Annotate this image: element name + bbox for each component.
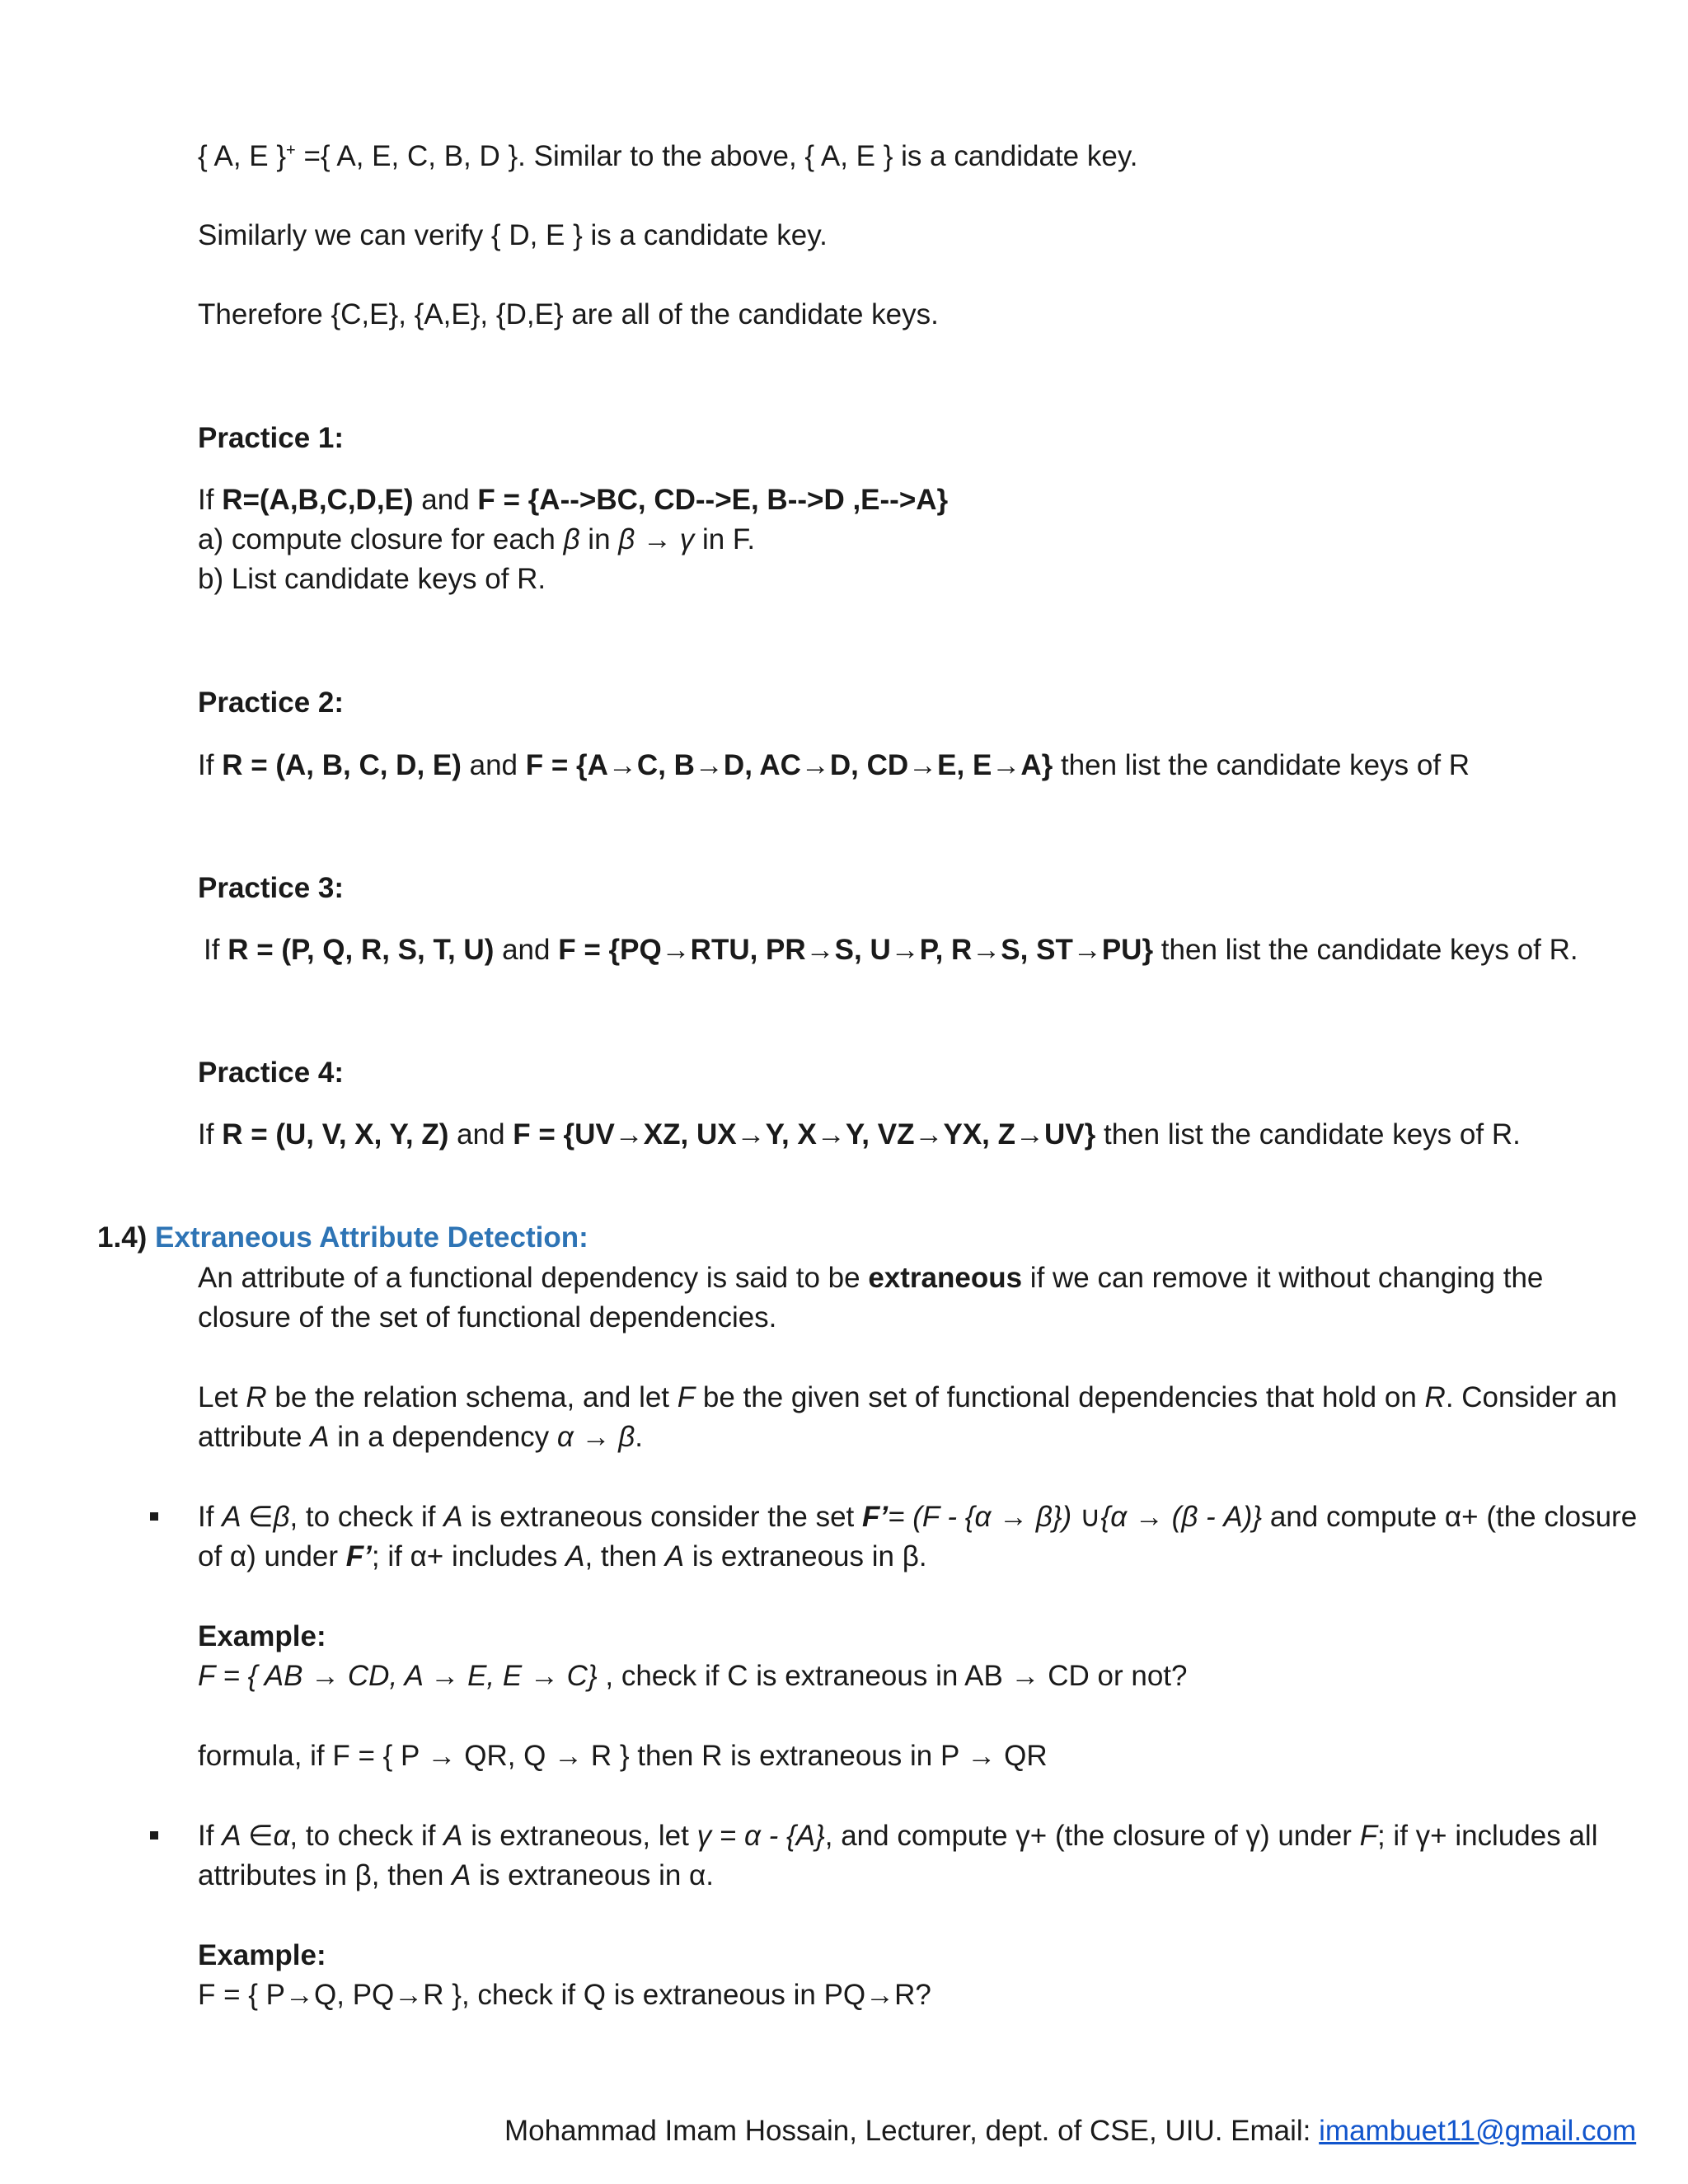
math: = (F - {α → β}) ∪{α → (β - A)} bbox=[888, 1501, 1263, 1533]
relation: R = (U, V, X, Y, Z) bbox=[222, 1118, 449, 1151]
text: if we can remove it without changing the bbox=[1022, 1262, 1544, 1294]
formula-line: formula, if F = { P → QR, Q → R } then R is extraneous in P → QR bbox=[198, 1740, 1048, 1772]
fd-set: F = {UV→XZ, UX→Y, X→Y, VZ→YX, Z→UV} bbox=[513, 1118, 1096, 1151]
text: ; if α+ includes bbox=[371, 1540, 566, 1572]
math: A bbox=[443, 1820, 463, 1852]
math: γ = α - {A} bbox=[696, 1820, 825, 1852]
text: Let bbox=[198, 1381, 246, 1413]
text: is extraneous in α. bbox=[471, 1859, 714, 1891]
example-2-heading: Example: bbox=[198, 1939, 326, 1971]
practice-3-statement bbox=[204, 930, 1578, 970]
intro-line-1 bbox=[198, 137, 1137, 176]
let-line-2 bbox=[198, 1418, 643, 1457]
text: and compute α+ (the closure bbox=[1262, 1501, 1638, 1533]
math: R bbox=[1424, 1381, 1446, 1413]
practice-4-heading: Practice 4: bbox=[198, 1057, 345, 1089]
text: and bbox=[494, 934, 559, 966]
let-line-1 bbox=[198, 1378, 1617, 1418]
fd-set: F = {PQ→RTU, PR→S, U→P, R→S, ST→PU} bbox=[558, 934, 1154, 966]
bullet-1-line-1 bbox=[198, 1497, 1637, 1537]
math: F bbox=[677, 1381, 696, 1413]
text: be the given set of functional dependencies that hold on bbox=[695, 1381, 1425, 1413]
practice-2-heading: Practice 2: bbox=[198, 687, 345, 719]
math: F = { AB → CD, A → E, E → C} bbox=[198, 1660, 598, 1692]
text: in bbox=[579, 523, 619, 555]
text: and bbox=[448, 1118, 513, 1151]
text: . Consider an bbox=[1445, 1381, 1617, 1413]
text: If bbox=[198, 1118, 223, 1151]
text: , to check if bbox=[289, 1501, 444, 1533]
text: then list the candidate keys of R. bbox=[1095, 1118, 1521, 1151]
math: A ∈β bbox=[222, 1501, 290, 1533]
text: and bbox=[413, 484, 478, 516]
relation: R=(A,B,C,D,E) bbox=[222, 484, 414, 516]
text: attribute bbox=[198, 1421, 311, 1453]
practice-4-statement bbox=[198, 1115, 1521, 1155]
practice-2-statement bbox=[198, 746, 1470, 785]
example-1-heading: Example: bbox=[198, 1620, 326, 1652]
text: of α) under bbox=[198, 1540, 346, 1572]
footer-text: Mohammad Imam Hossain, Lecturer, dept. of CSE, UIU. Email: bbox=[504, 2115, 1320, 2147]
text: is extraneous consider the set bbox=[462, 1501, 862, 1533]
term: extraneous bbox=[868, 1262, 1023, 1294]
math: F’ bbox=[862, 1501, 889, 1533]
math: A bbox=[664, 1540, 685, 1572]
text: If bbox=[198, 1501, 223, 1533]
relation: R = (A, B, C, D, E) bbox=[222, 749, 462, 781]
math: F bbox=[1359, 1820, 1377, 1852]
math: β → γ bbox=[618, 523, 695, 555]
definition-line-2: closure of the set of functional dependencies. bbox=[198, 1301, 777, 1333]
bullet-2-line-2 bbox=[198, 1856, 714, 1896]
math: A ∈α bbox=[222, 1820, 290, 1852]
practice-1-heading: Practice 1: bbox=[198, 422, 345, 454]
text: ; if γ+ includes all bbox=[1376, 1820, 1598, 1852]
math: A bbox=[310, 1421, 330, 1453]
section-number: 1.4) bbox=[97, 1221, 148, 1254]
text: If bbox=[198, 1820, 223, 1852]
text: An attribute of a functional dependency is said to be bbox=[198, 1262, 869, 1294]
bullet-2-line-1 bbox=[198, 1816, 1597, 1856]
bullet-marker bbox=[150, 1831, 158, 1840]
bullet-marker bbox=[150, 1512, 158, 1521]
text: in a dependency bbox=[329, 1421, 557, 1453]
text: If bbox=[198, 484, 223, 516]
math: R bbox=[246, 1381, 267, 1413]
text: If bbox=[204, 934, 228, 966]
section-heading bbox=[97, 1218, 588, 1258]
section-title: Extraneous Attribute Detection: bbox=[155, 1221, 588, 1254]
intro-line-2: Similarly we can verify { D, E } is a candidate key. bbox=[198, 219, 828, 251]
text: be the relation schema, and let bbox=[266, 1381, 678, 1413]
math: α → β bbox=[556, 1421, 635, 1453]
intro-line-1-rest: ={ A, E, C, B, D }. Similar to the above, { A, E } is a candidate key. bbox=[295, 140, 1138, 172]
text: then list the candidate keys of R. bbox=[1153, 934, 1578, 966]
practice-1-part-a bbox=[198, 520, 755, 560]
math: β bbox=[563, 523, 580, 555]
fd-set: F = {A→C, B→D, AC→D, CD→E, E→A} bbox=[525, 749, 1053, 781]
relation: R = (P, Q, R, S, T, U) bbox=[227, 934, 495, 966]
example-1-text bbox=[198, 1657, 1188, 1696]
text: a) compute closure for each bbox=[198, 523, 564, 555]
practice-3-heading: Practice 3: bbox=[198, 872, 345, 904]
text: . bbox=[635, 1421, 644, 1453]
fd-set: F = {A-->BC, CD-->E, B-->D ,E-->A} bbox=[477, 484, 949, 516]
text: in F. bbox=[694, 523, 756, 555]
text: is extraneous in β. bbox=[684, 1540, 927, 1572]
text: is extraneous, let bbox=[462, 1820, 697, 1852]
text: If bbox=[198, 749, 223, 781]
math: F’ bbox=[345, 1540, 372, 1572]
intro-line-3: Therefore {C,E}, {A,E}, {D,E} are all of the candidate keys. bbox=[198, 298, 939, 330]
text: , check if C is extraneous in AB → CD or not? bbox=[597, 1660, 1188, 1692]
text: then list the candidate keys of R bbox=[1053, 749, 1470, 781]
text: and bbox=[461, 749, 526, 781]
definition-line-1 bbox=[198, 1258, 1543, 1298]
text: attributes in β, then bbox=[198, 1859, 452, 1891]
practice-1-statement bbox=[198, 480, 948, 520]
text: , to check if bbox=[289, 1820, 444, 1852]
bullet-1-line-2 bbox=[198, 1537, 927, 1577]
page-footer bbox=[504, 2111, 1636, 2151]
closure-superscript: + bbox=[286, 141, 296, 160]
example-2-text: F = { P→Q, PQ→R }, check if Q is extraneous in PQ→R? bbox=[198, 1979, 931, 2011]
set-text: { A, E } bbox=[198, 140, 287, 172]
math: A bbox=[565, 1540, 585, 1572]
email-link[interactable]: imambuet11@gmail.com bbox=[1319, 2115, 1637, 2147]
text: , and compute γ+ (the closure of γ) under bbox=[824, 1820, 1360, 1852]
text: , then bbox=[584, 1540, 665, 1572]
practice-1-part-b: b) List candidate keys of R. bbox=[198, 563, 546, 595]
math: A bbox=[452, 1859, 471, 1891]
math: A bbox=[443, 1501, 463, 1533]
